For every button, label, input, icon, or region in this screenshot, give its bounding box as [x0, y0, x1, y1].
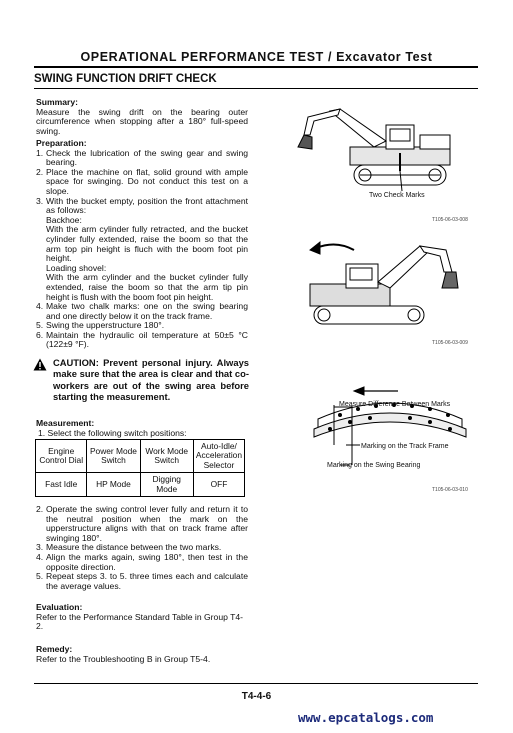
- table-cell: Fast Idle: [36, 473, 87, 497]
- measurement-step-1: 1. Select the following switch positions:: [38, 427, 187, 438]
- header-rule: [34, 66, 478, 68]
- measurement-step: 3. Measure the distance between the two marks.: [36, 542, 222, 553]
- preparation-step: 2. Place the machine on flat, solid ground with ample space for swinging. Do not conduct this test on a slope.: [36, 166, 248, 196]
- table-header-cell: Power Mode Switch: [87, 440, 140, 473]
- warning-triangle-icon: [33, 358, 47, 371]
- table-cell: Digging Mode: [140, 473, 193, 497]
- figure-3-label-bearing: Marking on the Swing Bearing: [327, 462, 421, 469]
- preparation-step: 1. Check the lubrication of the swing gear and swing bearing.: [36, 147, 248, 168]
- remedy-text: Refer to the Troubleshooting B in Group T5-4.: [36, 653, 211, 664]
- measurement-step: 2. Operate the swing control lever fully and return it to the neutral position when the mark on the upperstructure aligns with that on track frame after swinging 180°.: [36, 504, 248, 543]
- measurement-step: 5. Repeat steps 3. to 5. three times each and calculate the average values.: [36, 571, 248, 591]
- remedy-heading: Remedy:: [36, 644, 73, 654]
- measurement-steps: [36, 505, 248, 591]
- excavator-swing-figure: [296, 232, 482, 342]
- figure-1-label: Two Check Marks: [369, 192, 425, 199]
- preparation-step: 6. Maintain the hydraulic oil temperature at 50±5 °C (122±9 °F).: [36, 329, 248, 350]
- measurement-step: 4. Align the marks again, swing 180°, then test in the opposite direction.: [36, 551, 248, 572]
- section-rule: [34, 88, 478, 89]
- backhoe-text: With the arm cylinder fully retracted, and the bucket cylinder fully extended, raise the boom so that the arm top pin height is fluch with the boom foot pin height.: [46, 224, 248, 264]
- summary-block: [36, 98, 248, 136]
- preparation-block: [36, 139, 248, 350]
- shovel-label: Loading shovel:: [46, 262, 107, 273]
- table-header-row: [36, 440, 245, 473]
- switch-position-table: [35, 439, 245, 497]
- figure-3-label-top: Measure Difference Between Marks: [339, 401, 451, 408]
- summary-text: Measure the swing drift on the bearing outer circumference when stopping after a 180° full-speed swing.: [36, 106, 248, 136]
- preparation-step: 3. With the bucket empty, position the front attachment as follows:: [36, 195, 248, 216]
- page-header-title: OPERATIONAL PERFORMANCE TEST / Excavator Test: [80, 50, 433, 64]
- figure-2-code: T105-06-03-009: [432, 340, 468, 346]
- preparation-step: 5. Swing the upperstructure 180°.: [36, 320, 165, 331]
- shovel-text: With the arm cylinder and the bucket cylinder fully extended, raise the boom so that the arm tip pin height is flush with the boom foot pin height.: [46, 272, 248, 302]
- figure-3-label-track: Marking on the Track Frame: [361, 443, 449, 450]
- caution-block: [33, 357, 249, 403]
- evaluation-heading: Evaluation:: [36, 602, 83, 612]
- evaluation-block: [36, 603, 248, 632]
- summary-heading: Summary:: [36, 97, 79, 107]
- preparation-heading: Preparation:: [36, 138, 87, 148]
- evaluation-text: Refer to the Performance Standard Table in Group T4-2.: [36, 611, 244, 632]
- section-title: SWING FUNCTION DRIFT CHECK: [34, 73, 217, 85]
- figure-3-code: T105-06-03-010: [432, 487, 468, 493]
- excavator-check-marks-figure: [290, 95, 480, 225]
- caution-text: CAUTION: Prevent personal injury. Always make sure that the area is clear and that co-workers are out of the swing area before starting the measurement.: [53, 357, 249, 403]
- table-header-cell: Auto-Idle/ Acceleration Selector: [193, 440, 244, 473]
- measurement-block: [36, 419, 250, 438]
- table-header-cell: Work Mode Switch: [140, 440, 193, 473]
- page-number: T4-4-6: [241, 691, 272, 702]
- watermark-url: www.epcatalogs.com: [298, 710, 434, 725]
- preparation-step: 4. Make two chalk marks: one on the swing bearing and one directly below it on the track frame.: [36, 301, 248, 321]
- table-row: [36, 473, 245, 497]
- backhoe-label: Backhoe:: [46, 214, 82, 225]
- measurement-heading: Measurement:: [36, 418, 95, 428]
- table-cell: OFF: [193, 473, 244, 497]
- footer-rule: [34, 683, 478, 684]
- table-cell: HP Mode: [87, 473, 140, 497]
- figure-1-code: T105-06-03-008: [432, 217, 468, 223]
- remedy-block: [36, 645, 248, 664]
- table-header-cell: Engine Control Dial: [36, 440, 87, 473]
